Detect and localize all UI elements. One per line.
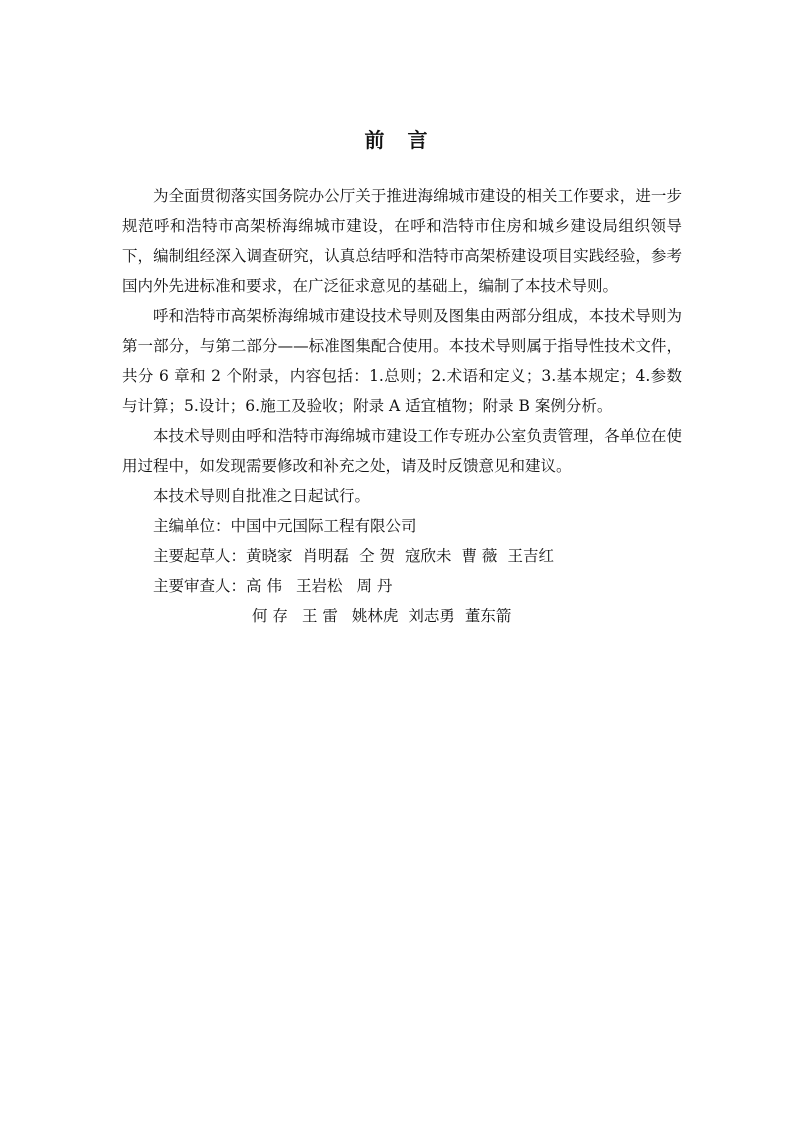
drafter-name: 黄晓家 [246, 547, 293, 565]
reviewer-name: 王岩松 [295, 577, 343, 595]
drafters-label: 主要起草人： [153, 547, 247, 565]
editor-unit: 主编单位：中国中元国际工程有限公司 [153, 517, 417, 535]
drafter-name: 王吉红 [507, 547, 554, 565]
reviewer-name: 姚林虎 [351, 607, 399, 625]
drafter-name: 仝 贺 [359, 547, 395, 565]
paragraph-management: 本技术导则由呼和浩特市海绵城市建设工作专班办公室负责管理，各单位在使用过程中，如发现需要修改和补充之处，请及时反馈意见和建议。 [122, 427, 682, 475]
reviewer-name: 刘志勇 [408, 607, 455, 625]
reviewer-name: 何 存 [252, 607, 288, 625]
reviewers-label: 主要审查人： [153, 577, 247, 595]
page-title: 前 言 [364, 128, 436, 152]
reviewer-name: 周 丹 [356, 577, 393, 595]
reviewers-line-continued [122, 601, 682, 631]
reviewer-name: 董东箭 [464, 607, 512, 625]
paragraph-composition: 呼和浩特市高架桥海绵城市建设技术导则及图集由两部分组成，本技术导则为第一部分，与第二部分——标准图集配合使用。本技术导则属于指导性技术文件，共分 6 章和 2 个附录，内容包括：1.总则；2.术语和定义；3.基本规定；4.参数与计算；5.设计；6.施工及验收；附录 A 适宜植物；附录 B 案例分析。 [122, 307, 682, 415]
drafters-line [122, 541, 682, 571]
drafter-name: 肖明磊 [302, 547, 350, 565]
paragraph-effective: 本技术导则自批准之日起试行。 [153, 487, 371, 505]
drafter-name: 曹 薇 [461, 547, 498, 565]
paragraph-purpose: 为全面贯彻落实国务院办公厅关于推进海绵城市建设的相关工作要求，进一步规范呼和浩特市高架桥海绵城市建设，在呼和浩特市住房和城乡建设局组织领导下，编制组经深入调查研究，认真总结呼和浩特市高架桥建设项目实践经验，参考国内外先进标准和要求，在广泛征求意见的基础上，编制了本技术导则。 [122, 187, 682, 295]
reviewers-line [122, 571, 682, 601]
document-body [122, 181, 682, 631]
reviewer-name: 高 伟 [246, 577, 282, 595]
drafter-name: 寇欣未 [404, 547, 452, 565]
reviewer-name: 王 雷 [301, 607, 338, 625]
